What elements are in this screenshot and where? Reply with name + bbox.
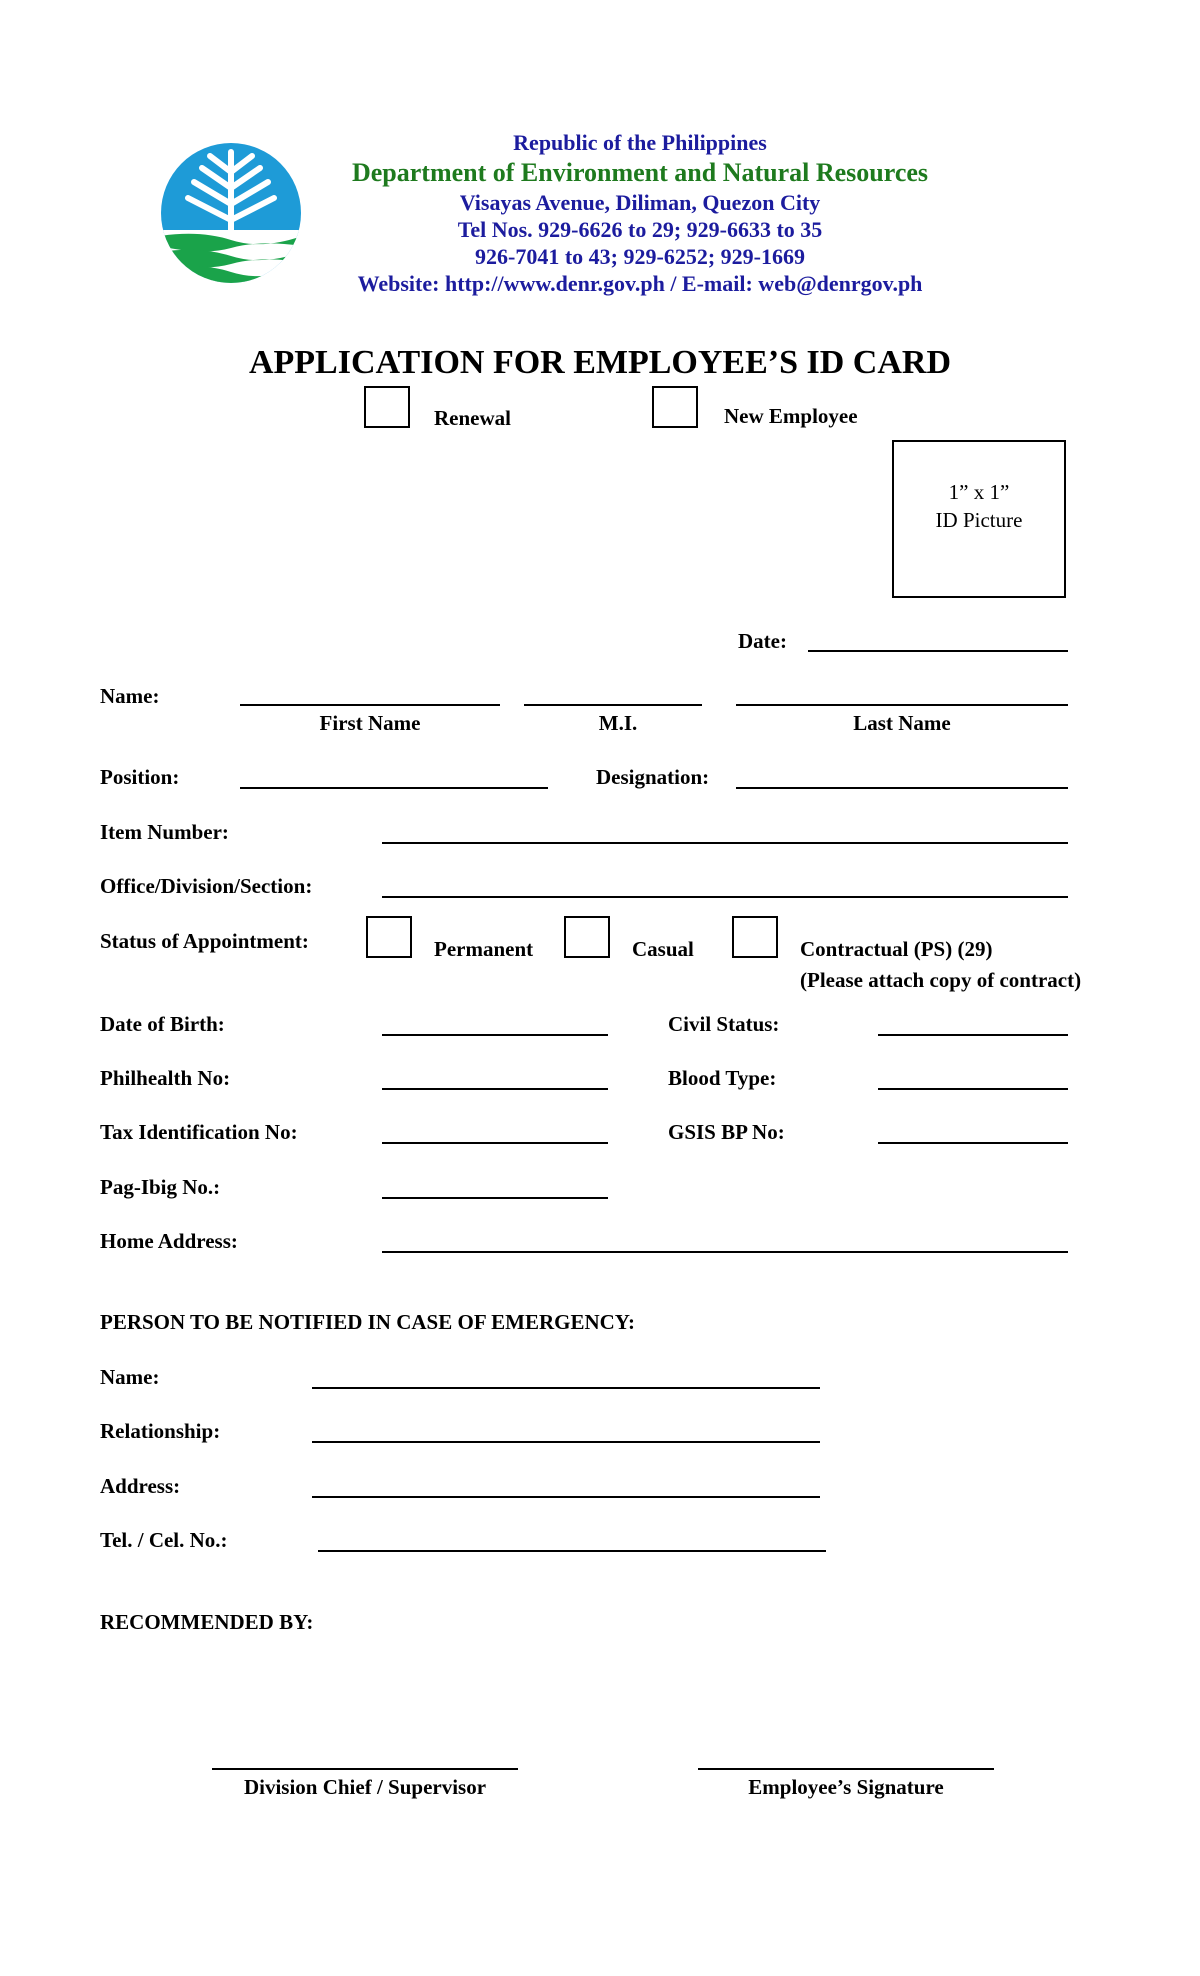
dob-label: Date of Birth:: [100, 1012, 225, 1036]
tin-label: Tax Identification No:: [100, 1120, 298, 1144]
mi-field[interactable]: [524, 704, 702, 706]
division-chief-caption: Division Chief / Supervisor: [243, 1775, 487, 1799]
designation-field[interactable]: [736, 787, 1068, 789]
permanent-label: Permanent: [434, 937, 534, 961]
date-field[interactable]: [808, 650, 1068, 652]
website-email: Website: http://www.denr.gov.ph / E-mail: web@denrgov.ph: [357, 271, 923, 296]
civil-status-label: Civil Status:: [668, 1012, 780, 1036]
permanent-checkbox[interactable]: [366, 916, 412, 958]
designation-label: Designation:: [596, 765, 710, 789]
contract-note: (Please attach copy of contract): [800, 968, 1082, 992]
position-field[interactable]: [240, 787, 548, 789]
last-name-caption: Last Name: [853, 711, 951, 735]
new-employee-label: New Employee: [724, 404, 858, 428]
contractual-checkbox[interactable]: [732, 916, 778, 958]
department-name: Department of Environment and Natural Resources: [351, 158, 929, 187]
telephone-line-2: 926-7041 to 43; 929-6252; 929-1669: [475, 244, 805, 269]
denr-logo: [160, 142, 302, 284]
philhealth-field[interactable]: [382, 1088, 608, 1090]
new-employee-checkbox[interactable]: [652, 386, 698, 428]
division-chief-signature-line[interactable]: [212, 1768, 518, 1770]
status-label: Status of Appointment:: [100, 929, 309, 953]
id-picture-box: [892, 440, 1066, 598]
office-field[interactable]: [382, 896, 1068, 898]
first-name-caption: First Name: [319, 711, 421, 735]
name-label: Name:: [100, 684, 160, 708]
page-title: APPLICATION FOR EMPLOYEE’S ID CARD: [248, 344, 952, 381]
republic-text: Republic of the Philippines: [513, 130, 767, 155]
blood-type-field[interactable]: [878, 1088, 1068, 1090]
employee-signature-line[interactable]: [698, 1768, 994, 1770]
home-address-label: Home Address:: [100, 1229, 238, 1253]
philhealth-label: Philhealth No:: [100, 1066, 231, 1090]
first-name-field[interactable]: [240, 704, 500, 706]
emergency-address-label: Address:: [100, 1474, 181, 1498]
employee-signature-caption: Employee’s Signature: [748, 1775, 944, 1799]
casual-checkbox[interactable]: [564, 916, 610, 958]
emergency-name-label: Name:: [100, 1365, 160, 1389]
telephone-line-1: Tel Nos. 929-6626 to 29; 929-6633 to 35: [457, 217, 823, 242]
emergency-tel-label: Tel. / Cel. No.:: [100, 1528, 228, 1552]
item-number-label: Item Number:: [100, 820, 229, 844]
dob-field[interactable]: [382, 1034, 608, 1036]
gsis-label: GSIS BP No:: [668, 1120, 785, 1144]
last-name-field[interactable]: [736, 704, 1068, 706]
emergency-address-field[interactable]: [312, 1496, 820, 1498]
contractual-label: Contractual (PS) (29): [800, 937, 993, 961]
recommended-by-label: RECOMMENDED BY:: [100, 1610, 314, 1634]
denr-logo-icon: [160, 142, 302, 284]
emergency-heading: PERSON TO BE NOTIFIED IN CASE OF EMERGENCY:: [100, 1310, 636, 1334]
tin-field[interactable]: [382, 1142, 608, 1144]
emergency-name-field[interactable]: [312, 1387, 820, 1389]
photo-size-label: 1” x 1”: [948, 480, 1010, 504]
gsis-field[interactable]: [878, 1142, 1068, 1144]
mi-caption: M.I.: [598, 711, 638, 735]
item-number-field[interactable]: [382, 842, 1068, 844]
date-label: Date:: [738, 629, 787, 653]
civil-status-field[interactable]: [878, 1034, 1068, 1036]
home-address-field[interactable]: [382, 1251, 1068, 1253]
pagibig-label: Pag-Ibig No.:: [100, 1175, 221, 1199]
relationship-label: Relationship:: [100, 1419, 221, 1443]
office-label: Office/Division/Section:: [100, 874, 313, 898]
photo-caption: ID Picture: [935, 508, 1023, 532]
relationship-field[interactable]: [312, 1441, 820, 1443]
pagibig-field[interactable]: [382, 1197, 608, 1199]
renewal-checkbox[interactable]: [364, 386, 410, 428]
position-label: Position:: [100, 765, 180, 789]
emergency-tel-field[interactable]: [318, 1550, 826, 1552]
department-address: Visayas Avenue, Diliman, Quezon City: [459, 190, 821, 215]
renewal-label: Renewal: [434, 406, 511, 430]
blood-type-label: Blood Type:: [668, 1066, 777, 1090]
casual-label: Casual: [632, 937, 694, 961]
